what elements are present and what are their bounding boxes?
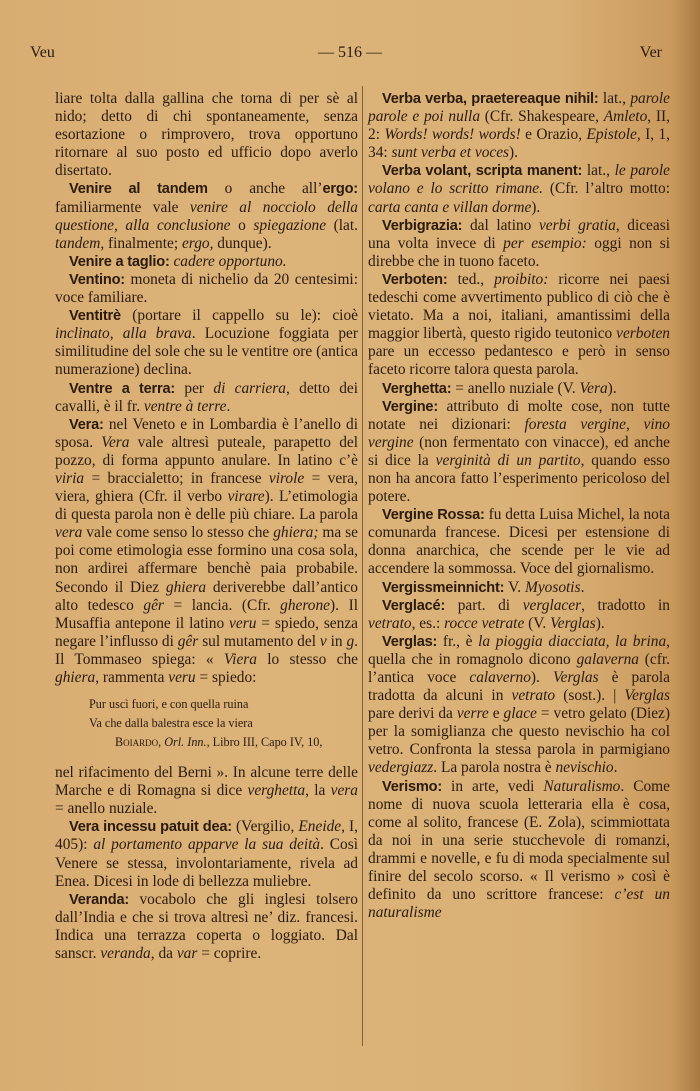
italic-term: foresta vergine: [524, 415, 626, 433]
entry-text: ).: [595, 614, 605, 632]
verse-quote: [89, 695, 358, 752]
italic-term: alla brava: [122, 325, 192, 343]
entry-text: (portare il cappello su le): cioè: [120, 307, 358, 325]
entry-text: = spiedo:: [195, 669, 257, 686]
entry-text: , dunque).: [209, 234, 272, 252]
italic-term: carta canta e villan dorme: [368, 198, 532, 216]
verse-citation: Boiardo, Orl. Inn., Libro III, Capo IV, 10,: [115, 735, 323, 750]
entry-text: = spiedo, senza negare l’influsso di: [55, 614, 358, 650]
entry-text: vocabolo che gli inglesi tolsero dall’India e che si trova altresì ne’ diz. francesi. Indica una terrazza coperta o loggiato. Dal sanscr.: [55, 890, 358, 963]
entry-text: pare derivi da: [368, 705, 457, 723]
italic-term: Verglas: [550, 614, 596, 632]
headword: Verglas:: [382, 633, 443, 650]
italic-term: ergo: [181, 234, 210, 252]
entry-text: ).: [509, 144, 519, 162]
italic-term: spiegazione: [253, 216, 327, 234]
italic-term: var: [176, 945, 198, 963]
entry-text: (non fermentato con vinacce), ed anche si dice la: [368, 433, 670, 469]
entry-text: = vera, viera, ghiera (Cfr. il verbo: [55, 469, 358, 506]
entry-text: , la: [305, 782, 331, 800]
italic-term: cadere opportuno.: [173, 252, 287, 270]
entry-text: e: [488, 705, 504, 723]
entry-text: , tradotto in: [581, 596, 670, 614]
italic-term: parole parole e poi nulla: [368, 90, 670, 126]
italic-term: gêr: [143, 596, 164, 614]
entry-text: vale altresì puteale, parapetto del pozzo, di forma appunto anulare. In latino c’è: [55, 433, 358, 469]
entry-text: , I, 405):: [55, 818, 359, 854]
italic-term: Viera: [223, 650, 257, 668]
entry-text: sul mutamento del: [198, 632, 320, 650]
entry-text: (cfr. l’antica voce: [368, 650, 670, 686]
entry-text: o anche all’: [207, 180, 323, 198]
entry-text: , finalmente;: [100, 234, 182, 252]
italic-term: glace: [503, 705, 537, 723]
entry-text: = braccialetto; in francese: [84, 469, 269, 487]
italic-term: al portamento apparve la sua deità: [93, 836, 321, 854]
headword: Venire al tandem: [69, 181, 208, 198]
entry-text: ,: [625, 415, 644, 433]
entry-text: o: [230, 216, 254, 234]
dictionary-entry: [55, 271, 358, 307]
left-column: [55, 90, 358, 963]
headword: Verismo:: [382, 778, 452, 795]
italic-term: Eneide: [298, 818, 342, 836]
entry-text: (Vergilio,: [236, 818, 299, 836]
italic-term: Naturalismo: [543, 777, 621, 795]
entry-text: = lancia. (Cfr.: [163, 596, 281, 614]
dictionary-entry: [55, 891, 358, 963]
entry-text: nel rifacimento del Berni ». In alcune terre delle Marche e di Romagna si dice: [55, 764, 358, 800]
entry-text: . La parola nostra è: [433, 759, 556, 777]
entry-text: ma se poi come etimologia esse formino una cosa sola, non ardirei affermare benchè paia probabile. Secondo il Diez: [55, 524, 358, 596]
italic-term: ghiera;: [273, 524, 319, 542]
page-number: — 516 —: [318, 44, 382, 61]
entry-text: per: [184, 379, 214, 397]
entry-text: e Orazio,: [520, 126, 587, 144]
dictionary-entry: [368, 398, 670, 507]
headword: Venire a taglio:: [69, 253, 174, 270]
dictionary-entry: [55, 253, 358, 271]
dictionary-entry: [368, 217, 670, 271]
entry-text: ted.,: [457, 270, 495, 288]
entry-text: ). L’etimologia di questa parola non è delle più chiare. La parola: [55, 488, 358, 524]
right-column: [368, 90, 670, 922]
italic-term: calaverno: [469, 669, 531, 686]
italic-term: g: [346, 632, 355, 650]
headword: Ventino:: [69, 271, 131, 288]
headword: Verglacé:: [382, 597, 458, 614]
italic-term: Amleto: [603, 108, 648, 126]
italic-term: Vera: [579, 379, 608, 397]
entry-text: (sost.). |: [555, 687, 625, 705]
italic-term: Vera: [101, 433, 130, 451]
entry-text: ,: [109, 325, 123, 343]
entry-text: . Come nome di nuova scuola letteraria ella è cosa, come al solito, francese (E. Zola), scimmiottata da noi in una serie stucchevole di romanzi, drammi e novelle, e fu di moda specialmente sul finire del secolo scorso. « Il verismo » così è definito da uno scrittore francese:: [368, 777, 670, 904]
running-head-right: Ver: [639, 44, 662, 61]
citation-reference: , Libro III, Capo IV, 10,: [206, 735, 323, 750]
italic-term: ghiera: [165, 578, 207, 596]
italic-term: verbi gratia: [538, 216, 616, 234]
italic-term: Verglas: [624, 687, 670, 705]
italic-term: v: [319, 632, 327, 650]
italic-term: Words! words! words!: [384, 126, 521, 144]
verse-line: Pur uscì fuori, e con quella ruina: [89, 697, 249, 712]
entry-text: ). Il Musaffia antepone il latino: [55, 596, 358, 632]
entry-text: .: [580, 578, 585, 596]
entry-text: dal latino: [469, 216, 539, 234]
italic-term: galaverna: [576, 650, 639, 668]
italic-term: veru: [168, 669, 196, 686]
italic-term: verginità di un partito: [435, 451, 581, 469]
headword: Ventre a terra:: [69, 380, 185, 397]
entry-text: ).: [531, 198, 541, 216]
entry-text: .: [613, 759, 618, 777]
entry-text: fu detta Luisa Michel, la nota comunarda francese. Dicesi per estensione di donna anarchica, che scende per le vie ad accendere la sommossa. Voce del giornalismo.: [368, 506, 670, 578]
italic-term: le parole volano e lo scritto rimane.: [368, 162, 670, 198]
entry-text: , da: [150, 945, 177, 963]
verse-line: Va che dalla balestra esce la viera: [89, 716, 253, 731]
entry-text: = anello nuziale.: [55, 800, 158, 818]
entry-text: in arte, vedi: [451, 777, 544, 795]
citation-author: Boiardo: [115, 735, 159, 750]
italic-term: proibito:: [494, 270, 549, 288]
italic-term: vino vergine: [368, 415, 670, 451]
italic-term: verglacer: [522, 596, 582, 614]
dictionary-entry: [368, 506, 670, 578]
italic-term: venire al nocciolo della questione, alla conclusione: [55, 198, 358, 234]
entry-text: = anello nuziale (V.: [455, 379, 580, 397]
italic-term: per esempio:: [503, 234, 587, 252]
entry-text: in: [326, 632, 347, 650]
headword: Verba verba, praetereaque nihil:: [382, 91, 603, 107]
entry-text: fr., è: [442, 632, 479, 650]
entry-text: . Così Venere se stessa, involontariamente, rivela ad Enea. Dicesi in lode di bellezza muliebre.: [55, 836, 358, 890]
italic-term: tandem: [55, 234, 101, 252]
dictionary-entry: [368, 162, 670, 216]
entry-text: , detto dei cavalli, è il fr.: [55, 379, 359, 415]
entry-text: liare tolta dalla gallina che torna di per sè al nido; detto di chi spontaneamente, senza esortazione o rimprovero, trova opportuno ritornare al suo posto ed ufficio dopo averlo disertato.: [55, 90, 358, 180]
italic-term: Myosotis: [525, 578, 581, 596]
entry-text: attributo di molte cose, non tutte notate nei dizionari:: [368, 397, 670, 433]
italic-term: verghetta: [247, 782, 306, 800]
italic-term: gêr: [177, 632, 199, 650]
headword: Vera incessu patuit dea:: [69, 819, 237, 836]
entry-text: lo stesso che: [256, 650, 358, 668]
headword: Verbigrazia:: [382, 217, 470, 234]
dictionary-entry: [368, 778, 670, 923]
entry-text: lat.,: [586, 162, 615, 180]
entry-text: pare un eccesso pedantesco e però in senso faceto ricorre talora questa parola.: [368, 343, 670, 379]
entry-text: . Il Tommaseo spiega: «: [55, 632, 359, 668]
italic-term: vera: [330, 782, 358, 800]
italic-term: veru: [229, 614, 257, 632]
headword: Vergissmeinnicht:: [382, 579, 509, 596]
running-head-left: Veu: [30, 44, 55, 61]
italic-term: inclinato: [55, 325, 110, 343]
headword: Verboten:: [382, 271, 458, 288]
headword: Verghetta:: [382, 380, 456, 397]
headword: Veranda:: [69, 891, 140, 908]
dictionary-entry: [368, 579, 670, 597]
entry-text: vale come senso lo stesso che: [82, 524, 274, 542]
entry-text: , quella che in romagnolo dicono: [368, 632, 670, 668]
italic-term: verre: [456, 705, 489, 723]
column-divider: [362, 86, 363, 1046]
entry-text: (lat.: [326, 216, 358, 234]
dictionary-entry: [55, 307, 358, 379]
entry-text: = coprire.: [197, 945, 262, 963]
entry-text: oggi non si direbbe che in tuono faceto.: [368, 234, 671, 270]
entry-text: familiarmente vale: [55, 198, 190, 216]
dictionary-entry: [55, 818, 358, 890]
italic-term: veranda: [100, 945, 151, 963]
italic-term: gherone: [280, 596, 331, 614]
entry-text: .: [226, 397, 231, 415]
headword: Vergine Rossa:: [382, 507, 489, 524]
entry-text: ).: [607, 379, 617, 397]
italic-term: vera: [55, 524, 83, 542]
entry-text: , quando esso non ha ancora fatto l’esperimento pericoloso del potere.: [368, 451, 670, 506]
entry-text: = vetro gelato (Diez) per la somiglianza che questo nevischio ha col vetro. Confronta la stessa parola in parmigiano: [368, 705, 671, 759]
italic-term: viria: [55, 469, 85, 487]
entry-text: , I, 1, 34:: [368, 126, 671, 162]
dictionary-entry: [368, 597, 670, 633]
entry-text: è parola tradotta da alcuni in: [368, 669, 671, 705]
entry-text: V.: [508, 578, 525, 596]
italic-term: sunt verba et voces: [391, 144, 510, 162]
italic-term: vetrato: [511, 687, 556, 705]
entry-text: lat.,: [602, 90, 631, 107]
dictionary-entry: [55, 380, 358, 416]
italic-term: ghiera: [55, 669, 96, 686]
headword: ergo:: [322, 181, 358, 198]
entry-text: nel Veneto e in Lombardia è l’anello di sposa.: [55, 415, 359, 451]
italic-term: Epistole: [586, 126, 637, 144]
italic-term: vetrato: [368, 614, 412, 632]
entry-text: ricorre nei paesi tedeschi come avvertimento publico di ciò che è vietato. Ma a noi, italiani, amantissimi della maggior libertà, questo rigido teutonico: [368, 270, 670, 343]
italic-term: di carriera: [213, 379, 286, 397]
headword: Ventitrè: [69, 308, 121, 325]
dictionary-entry: [368, 380, 670, 398]
dictionary-entry: [368, 90, 670, 162]
headword: Vergine:: [382, 398, 447, 415]
dictionary-entry: [55, 180, 358, 252]
entry-text: (V.: [524, 614, 551, 632]
entry-text: (Cfr. l’altro motto:: [542, 180, 670, 198]
italic-term: Verglas: [552, 669, 599, 686]
dictionary-entry: [368, 633, 670, 778]
italic-term: ventre à terre: [143, 397, 227, 415]
italic-term: virare: [227, 488, 265, 506]
headword: Verba volant, scripta manent:: [382, 163, 587, 180]
entry-text: , II, 2:: [368, 108, 670, 144]
entry-text: ).: [530, 669, 553, 686]
entry-continuation: [55, 90, 358, 180]
italic-term: virole: [268, 469, 305, 487]
entry-text: deriverebbe dall’antico alto tedesco: [55, 578, 359, 614]
italic-term: vedergiazz: [368, 759, 434, 777]
entry-continuation: [55, 764, 358, 818]
entry-text: , es.:: [411, 614, 445, 632]
italic-term: verboten: [616, 325, 670, 343]
entry-text: , diceasi una volta invece di: [368, 216, 670, 252]
italic-term: rocce vetrate: [444, 614, 525, 632]
entry-text: moneta di nichelio da 20 centesimi: voce familiare.: [55, 270, 358, 307]
italic-term: la pioggia diacciata, la brina: [478, 632, 667, 650]
entry-text: (Cfr. Shakespeare,: [480, 108, 604, 126]
entry-text: , rammenta: [95, 669, 169, 686]
italic-term: c’est un naturalisme: [368, 886, 670, 922]
dictionary-entry: [368, 271, 670, 380]
entry-text: . Locuzione foggiata per similitudine del sole che su le ventitre ore (antica numerazione) declina.: [55, 325, 359, 379]
dictionary-entry: [55, 416, 358, 687]
headword: Vera:: [69, 416, 109, 433]
entry-text: part. di: [457, 596, 523, 614]
citation-work: Orl. Inn.: [164, 735, 207, 750]
italic-term: nevischio: [555, 759, 614, 777]
